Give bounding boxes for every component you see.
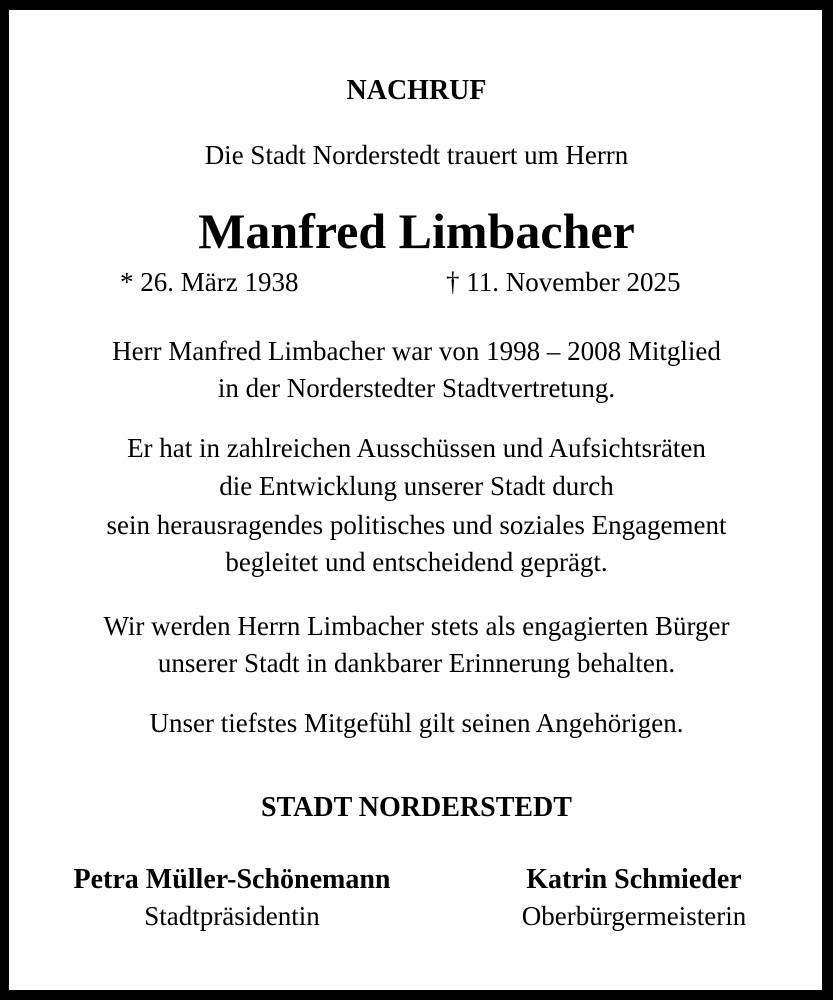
paragraph-3-line-2: unserer Stadt in dankbarer Erinnerung behalten.	[157, 648, 676, 678]
paragraph-3-line-1: Wir werden Herrn Limbacher stets als engagierten Bürger	[103, 611, 730, 641]
signatory-1-role: Stadtpräsidentin	[144, 901, 320, 931]
signatory-2-role: Oberbürgermeisterin	[521, 901, 747, 931]
paragraph-4-line-1: Unser tiefstes Mitgefühl gilt seinen Angehörigen.	[149, 708, 684, 738]
intro-text: Die Stadt Norderstedt trauert um Herrn	[204, 140, 629, 170]
death-date: † 11. November 2025	[446, 267, 681, 297]
signatory-2-name: Katrin Schmieder	[526, 864, 742, 895]
paragraph-1-line-2: in der Norderstedter Stadtvertretung.	[217, 373, 616, 403]
paragraph-2-line-3: sein herausragendes politisches und soziales Engagement	[106, 510, 727, 540]
paragraph-2-line-4: begleitet und entscheidend geprägt.	[225, 547, 608, 577]
signatory-1	[32, 866, 432, 936]
deceased-name: Manfred Limbacher	[198, 203, 635, 259]
birth-date: * 26. März 1938	[120, 267, 299, 297]
paragraph-2-line-2: die Entwicklung unserer Stadt durch	[219, 471, 614, 501]
notice-heading: NACHRUF	[346, 75, 487, 106]
signatory-1-name: Petra Müller-Schönemann	[73, 864, 391, 895]
sender-name: STADT NORDERSTEDT	[261, 792, 572, 823]
paragraph-1-line-1: Herr Manfred Limbacher war von 1998 – 2008 Mitglied	[112, 336, 721, 366]
signatory-2	[434, 866, 833, 936]
paragraph-2-line-1: Er hat in zahlreichen Ausschüssen und Aufsichtsräten	[127, 433, 706, 463]
